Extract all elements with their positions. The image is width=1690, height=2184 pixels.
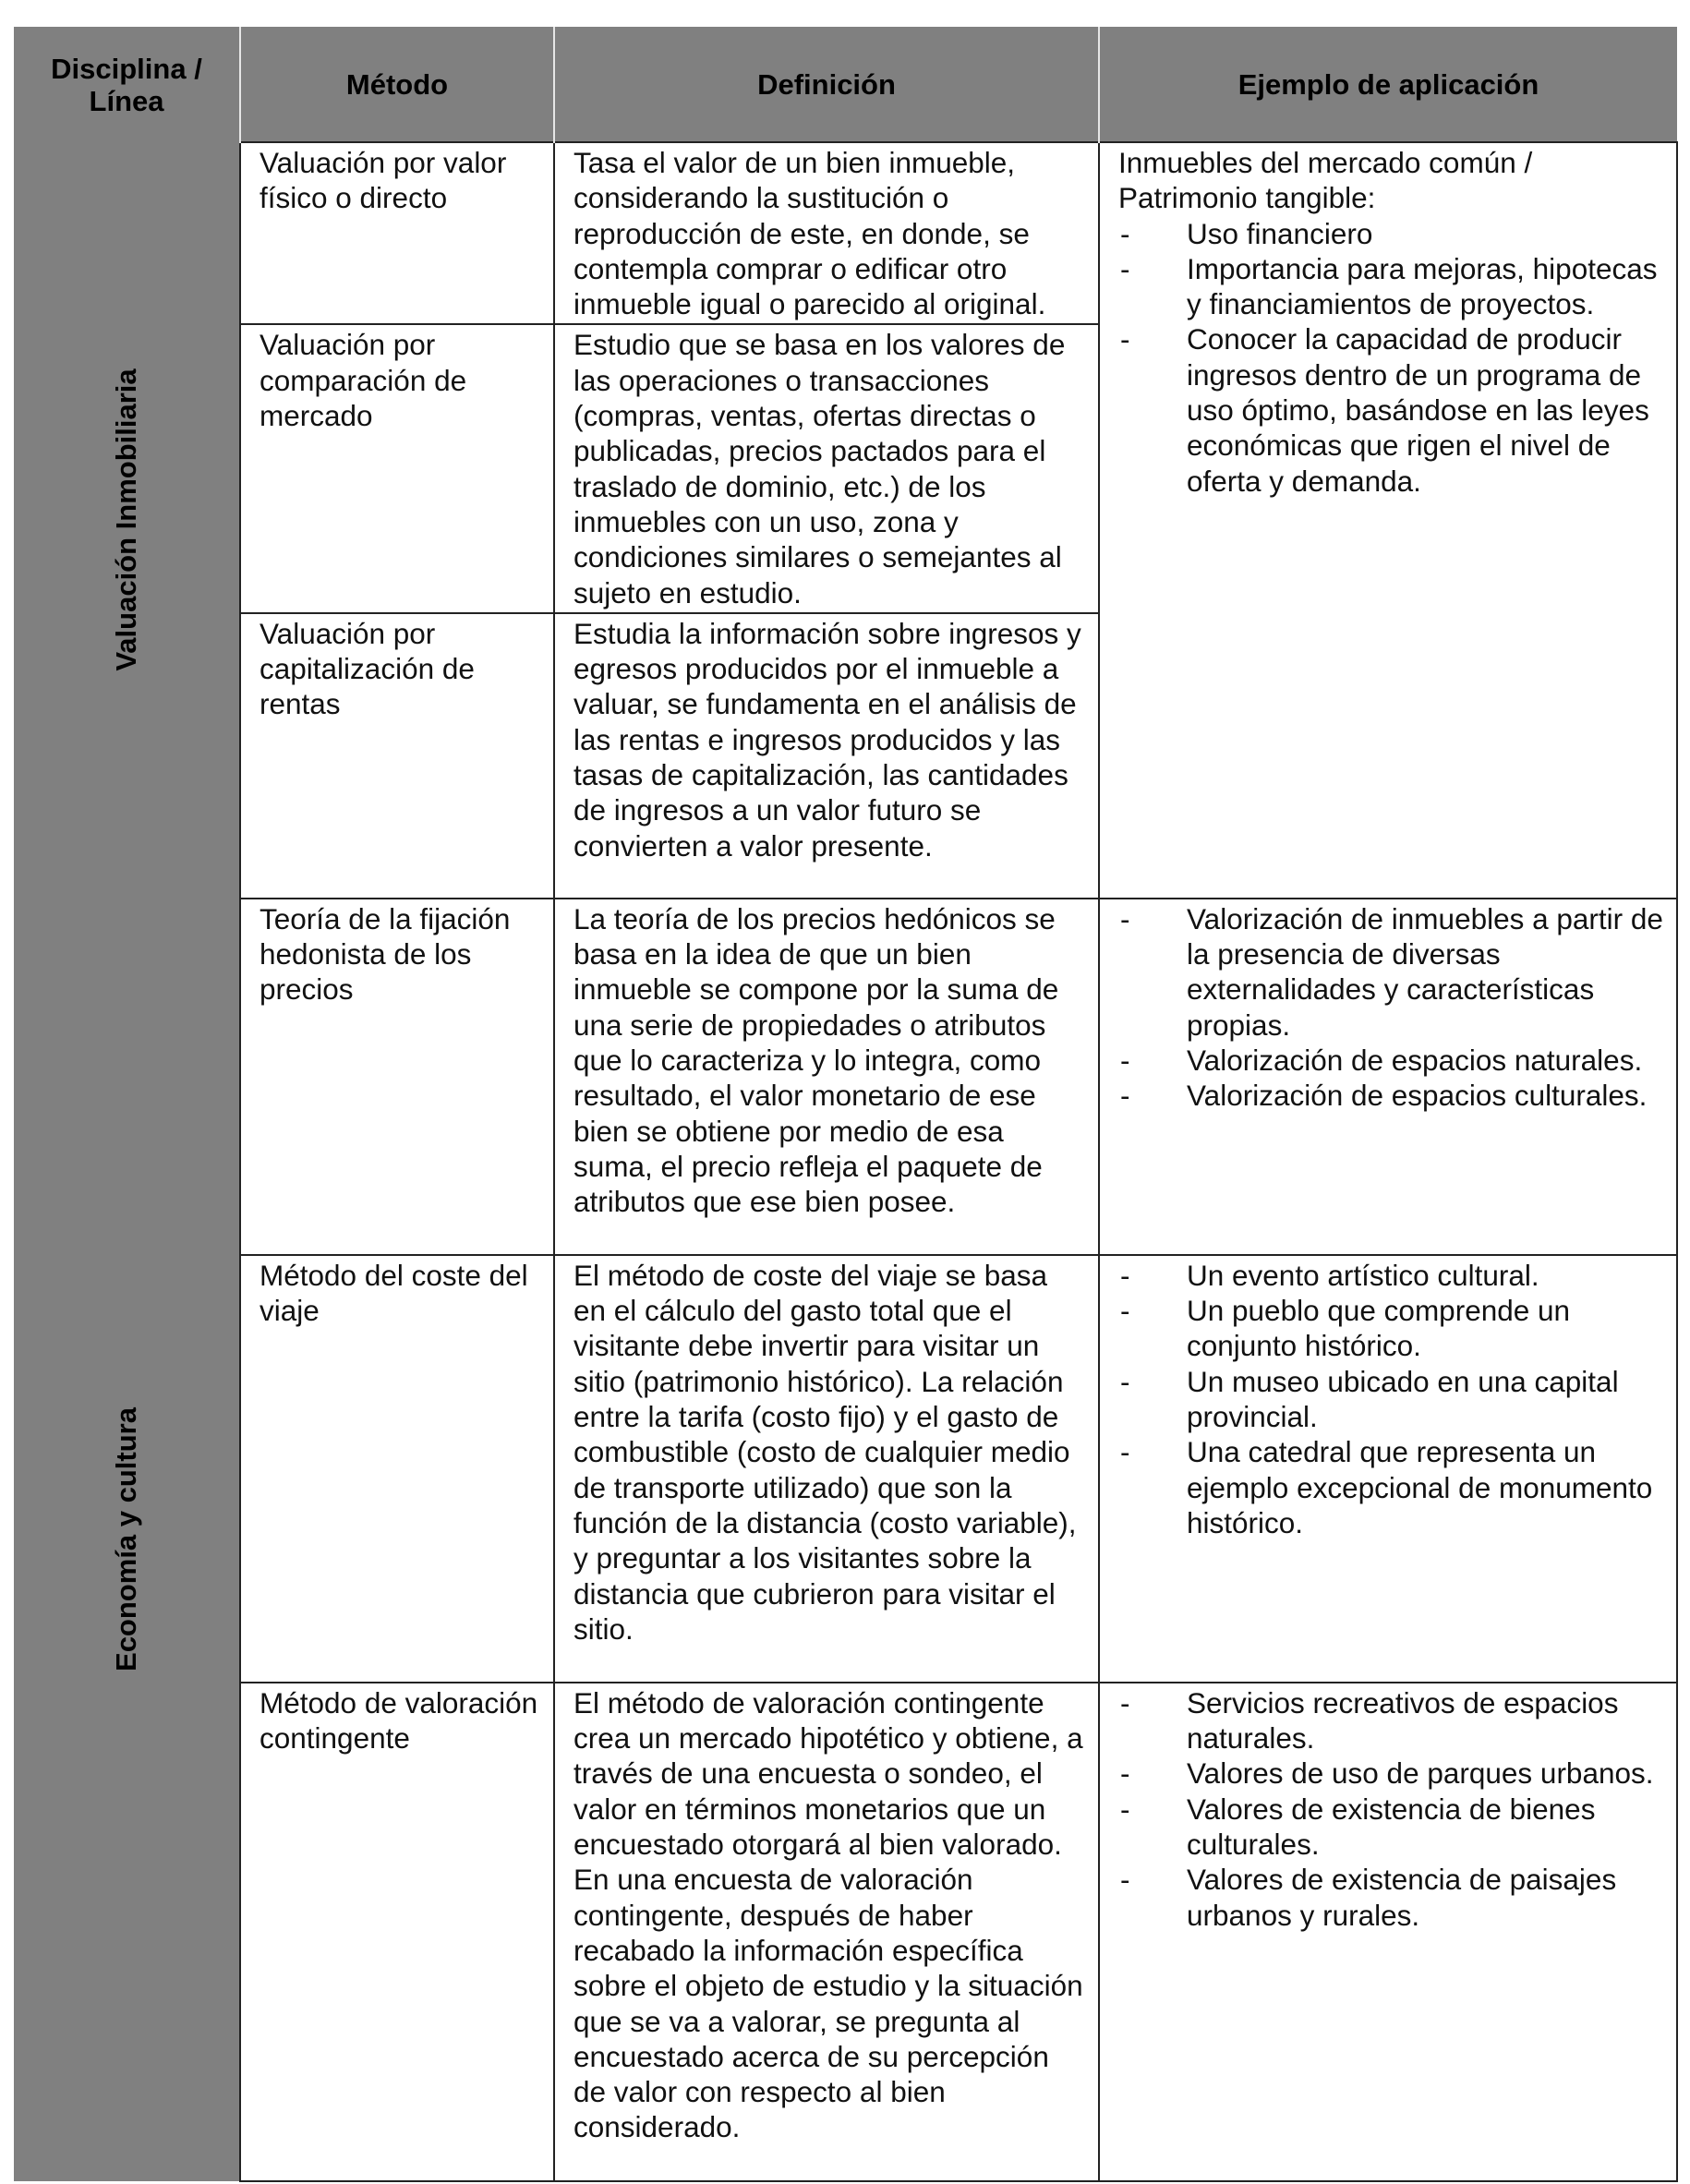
list-item: - Valores de uso de parques urbanos. — [1118, 1756, 1667, 1791]
list-item: - Uso financiero — [1118, 216, 1667, 251]
list-item: - Valores de existencia de paisajes urbanos y rurales. — [1118, 1862, 1667, 1933]
example-list — [1118, 1685, 1667, 1933]
list-item: - Servicios recreativos de espacios naturales. — [1118, 1685, 1667, 1756]
list-item: - Conocer la capacidad de producir ingresos dentro de un programa de uso óptimo, basándose en las leyes económicas que rigen el nivel de oferta y demanda. — [1118, 321, 1667, 498]
method-cell: Método del coste del viaje — [240, 1255, 554, 1683]
list-item: - Valorización de inmuebles a partir de la presencia de diversas externalidades y características propias. — [1118, 901, 1667, 1043]
list-item: - Un museo ubicado en una capital provincial. — [1118, 1364, 1667, 1435]
list-item: - Un evento artístico cultural. — [1118, 1258, 1667, 1293]
list-item: - Valorización de espacios naturales. — [1118, 1043, 1667, 1078]
method-cell: Valuación por comparación de mercado — [240, 324, 554, 612]
method-cell: Teoría de la fijación hedonista de los precios — [240, 899, 554, 1255]
header-definicion: Definición — [554, 27, 1099, 142]
list-item: - Importancia para mejoras, hipotecas y financiamientos de proyectos. — [1118, 251, 1667, 322]
discipline-cell — [14, 899, 240, 2181]
table-row — [14, 142, 1677, 324]
methods-table — [14, 27, 1678, 2182]
example-cell — [1099, 142, 1677, 899]
example-cell — [1099, 1683, 1677, 2181]
list-item: - Valorización de espacios culturales. — [1118, 1078, 1667, 1113]
definition-cell: El método de valoración contingente crea un mercado hipotético y obtiene, a través de una encuesta o sondeo, el valor en términos monetarios que un encuestado otorgará al bien valorado. En una encuesta de valoración contingente, después de haber recabado la información específica sobre el objeto de estudio y la situación que se va a valorar, se pregunta al encuestado acerca de su percepción de valor con respecto al bien considerado. — [554, 1683, 1099, 2181]
example-cell — [1099, 899, 1677, 1255]
list-item: - Una catedral que representa un ejemplo excepcional de monumento histórico. — [1118, 1434, 1667, 1540]
method-cell: Método de valoración contingente — [240, 1683, 554, 2181]
example-list — [1118, 216, 1667, 499]
method-cell: Valuación por capitalización de rentas — [240, 613, 554, 899]
methods-table-wrapper — [14, 27, 1677, 2182]
header-metodo: Método — [240, 27, 554, 142]
example-cell — [1099, 1255, 1677, 1683]
header-disciplina: Disciplina / Línea — [14, 27, 240, 142]
definition-cell: Estudia la información sobre ingresos y egresos producidos por el inmueble a valuar, se fundamenta en el análisis de las rentas e ingresos producidos y las tasas de capitalización, las cantidades de ingresos a un valor futuro se convierten a valor presente. — [554, 613, 1099, 899]
example-intro: Inmuebles del mercado común / Patrimonio tangible: — [1118, 146, 1533, 215]
header-ejemplo: Ejemplo de aplicación — [1099, 27, 1677, 142]
list-item: - Valores de existencia de bienes culturales. — [1118, 1792, 1667, 1863]
list-item: - Un pueblo que comprende un conjunto histórico. — [1118, 1293, 1667, 1364]
discipline-label: Valuación Inmobiliaria — [109, 368, 142, 672]
table-row — [14, 1255, 1677, 1683]
header-row — [14, 27, 1677, 142]
definition-cell: Tasa el valor de un bien inmueble, considerando la sustitución o reproducción de este, en donde, se contempla comprar o edificar otro inmueble igual o parecido al original. — [554, 142, 1099, 324]
definition-cell: La teoría de los precios hedónicos se basa en la idea de que un bien inmueble se compone por la suma de una serie de propiedades o atributos que lo caracteriza y lo integra, como resultado, el valor monetario de ese bien se obtiene por medio de esa suma, el precio refleja el paquete de atributos que ese bien posee. — [554, 899, 1099, 1255]
definition-cell: El método de coste del viaje se basa en el cálculo del gasto total que el visitante debe invertir para visitar un sitio (patrimonio histórico). La relación entre la tarifa (costo fijo) y el gasto de combustible (costo de cualquier medio de transporte utilizado) que son la función de la distancia (costo variable), y preguntar a los visitantes sobre la distancia que cubrieron para visitar el sitio. — [554, 1255, 1099, 1683]
table-row — [14, 899, 1677, 1255]
example-list — [1118, 901, 1667, 1114]
method-cell: Valuación por valor físico o directo — [240, 142, 554, 324]
example-list — [1118, 1258, 1667, 1540]
table-row — [14, 1683, 1677, 2181]
definition-cell: Estudio que se basa en los valores de las operaciones o transacciones (compras, ventas, ofertas directas o publicadas, precios pactados para el traslado de dominio, etc.) de los inmuebles con un uso, zona y condiciones similares o semejantes al sujeto en estudio. — [554, 324, 1099, 612]
discipline-cell — [14, 142, 240, 899]
discipline-label: Economía y cultura — [109, 1407, 142, 1672]
